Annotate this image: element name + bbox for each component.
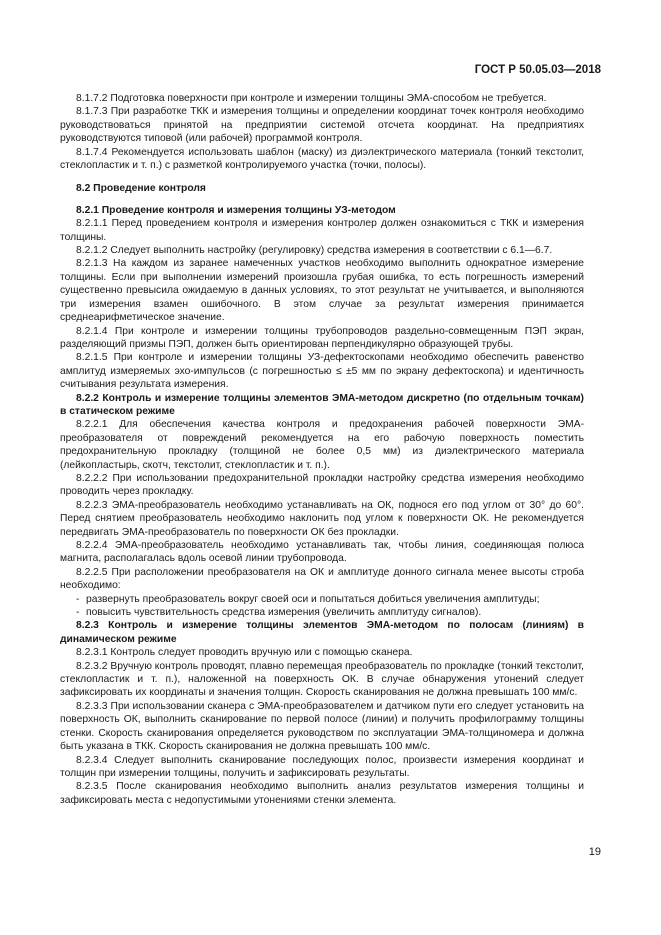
document-body [60, 92, 584, 807]
list-item-text: развернуть преобразователь вокруг своей оси и попытаться добиться увеличения амплитуды; [86, 593, 540, 605]
subsection-heading-8-2-1: 8.2.1 Проведение контроля и измерения толщины УЗ-методом [76, 204, 396, 216]
paragraph-8-2-2-3: 8.2.2.3 ЭМА-преобразователь необходимо устанавливать на ОК, поднося его под углом от 30° до 60°. Перед снятием преобразователь необходимо наклонить под углом к поверхности ОК. Не рекомендуется передвигать ЭМА-преобразователь по поверхности ОК без прокладки. [60, 499, 584, 538]
document-header-title: ГОСТ Р 50.05.03—2018 [474, 64, 601, 76]
paragraph-8-1-7-4: 8.1.7.4 Рекомендуется использовать шаблон (маску) из диэлектрического материала (тонкий текстолит, стеклопластик и т. п.) с разметкой контролируемого участка (точки, полосы). [60, 146, 584, 172]
list-item-text: повысить чувствительность средства измерения (увеличить амплитуду сигналов). [86, 607, 482, 619]
paragraph-8-2-1-5: 8.2.1.5 При контроле и измерении толщины УЗ-дефектоскопами необходимо обеспечить равенство амплитуд измеряемых эхо-импульсов (с погрешностью ≤ ±5 мм по экрану дефектоскопа) и идентичность считывания результата измерения. [60, 352, 584, 391]
paragraph-8-2-3-5: 8.2.3.5 После сканирования необходимо выполнить анализ результатов измерения толщины и зафиксировать места с недопустимыми утонениями стенки элемента. [60, 781, 584, 806]
paragraph-8-2-3-4: 8.2.3.4 Следует выполнить сканирование последующих полос, произвести измерения координат и толщин при измерении толщины, получить и зафиксировать результаты. [60, 754, 584, 779]
paragraph-8-2-2-4: 8.2.2.4 ЭМА-преобразователь необходимо устанавливать так, чтобы линия, соединяющая полюса магнита, располагалась вдоль осевой линии трубопровода. [60, 540, 584, 565]
paragraph-8-1-7-2: 8.1.7.2 Подготовка поверхности при контроле и измерении толщины ЭМА-способом не требуется. [76, 93, 547, 104]
paragraph-8-2-3-2: 8.2.3.2 Вручную контроль проводят, плавно перемещая преобразователь по прокладке (тонкий текстолит, стеклопластик и т. п.), наложенной на поверхность ОК. В случае обнаружения утонений следует зафиксировать их координаты и значения толщин. Скорость сканирования не должна превышать 100 мм/с. [60, 660, 584, 699]
subsection-heading-8-2-3: 8.2.3 Контроль и измерение толщины элементов ЭМА-методом по полосам (линиям) в динамическом режиме [60, 620, 584, 645]
bullet-dash: - [76, 607, 80, 619]
list-item [60, 593, 584, 606]
paragraph-8-2-1-2: 8.2.1.2 Следует выполнить настройку (регулировку) средства измерения в соответствии с 6.1—6.7. [76, 245, 553, 257]
bullet-dash: - [76, 593, 80, 605]
paragraph-8-2-1-1: 8.2.1.1 Перед проведением контроля и измерения контролер должен ознакомиться с ТКК и измерения толщины. [60, 218, 584, 243]
paragraph-8-2-2-1: 8.2.2.1 Для обеспечения качества контроля и предохранения рабочей поверхности ЭМА-преобразователя от повреждений рекомендуется на его рабочую поверхность поместить предохранительную прокладку (толщиной не более 0,5 мм) из диэлектрического материала (лейкопластырь, скотч, текстолит, стеклопластик и т. п.). [60, 419, 584, 471]
section-heading-8-2: 8.2 Проведение контроля [76, 183, 206, 195]
paragraph-8-2-2-2: 8.2.2.2 При использовании предохранительной прокладки настройку средства измерения необходимо проводить через прокладку. [60, 472, 584, 498]
page-number: 19 [588, 846, 601, 858]
paragraph-8-1-7-3: 8.1.7.3 При разработке ТКК и измерения толщины и определении координат точек контроля необходимо руководствоваться принятой на предприятии системой отсчета координат. На предприятиях руководствуются типовой (или рабочей) программой контроля. [60, 106, 584, 145]
paragraph-8-2-3-1: 8.2.3.1 Контроль следует проводить вручную или с помощью сканера. [76, 647, 413, 659]
paragraph-8-2-3-3: 8.2.3.3 При использовании сканера с ЭМА-преобразователем и датчиком пути его следует установить на поверхность ОК, выполнить сканирование по первой полосе (линии) и получить профилограмму толщины стенки. Скорость сканирования определяется руководством по эксплуатации ЭМА-толщиномера и должна быть указана в ТКК. Скорость сканирования не должна превышать 100 мм/с. [60, 700, 584, 753]
paragraph-8-2-2-5: 8.2.2.5 При расположении преобразователя на ОК и амплитуде донного сигнала менее высоты строба необходимо: [60, 566, 584, 592]
list-item [60, 606, 584, 619]
paragraph-8-2-1-3: 8.2.1.3 На каждом из заранее намеченных участков необходимо выполнить однократное измерение толщины. Если при выполнении измерений произошла грубая ошибка, то есть погрешность измерений существенно превысила ожидаемую в данных условиях, то этот результат не учитывается, и выполняются три измерения взамен ошибочного. В этом случае за результат измерения принимается среднеарифметическое значение. [60, 258, 584, 324]
subsection-heading-8-2-2: 8.2.2 Контроль и измерение толщины элементов ЭМА-методом дискретно (по отдельным точкам) в статическом режиме [60, 392, 584, 417]
paragraph-8-2-1-4: 8.2.1.4 При контроле и измерении толщины трубопроводов раздельно-совмещенным ПЭП экран, разделяющий призмы ПЭП, должен быть ориентирован перпендикулярно образующей трубы. [60, 325, 584, 350]
